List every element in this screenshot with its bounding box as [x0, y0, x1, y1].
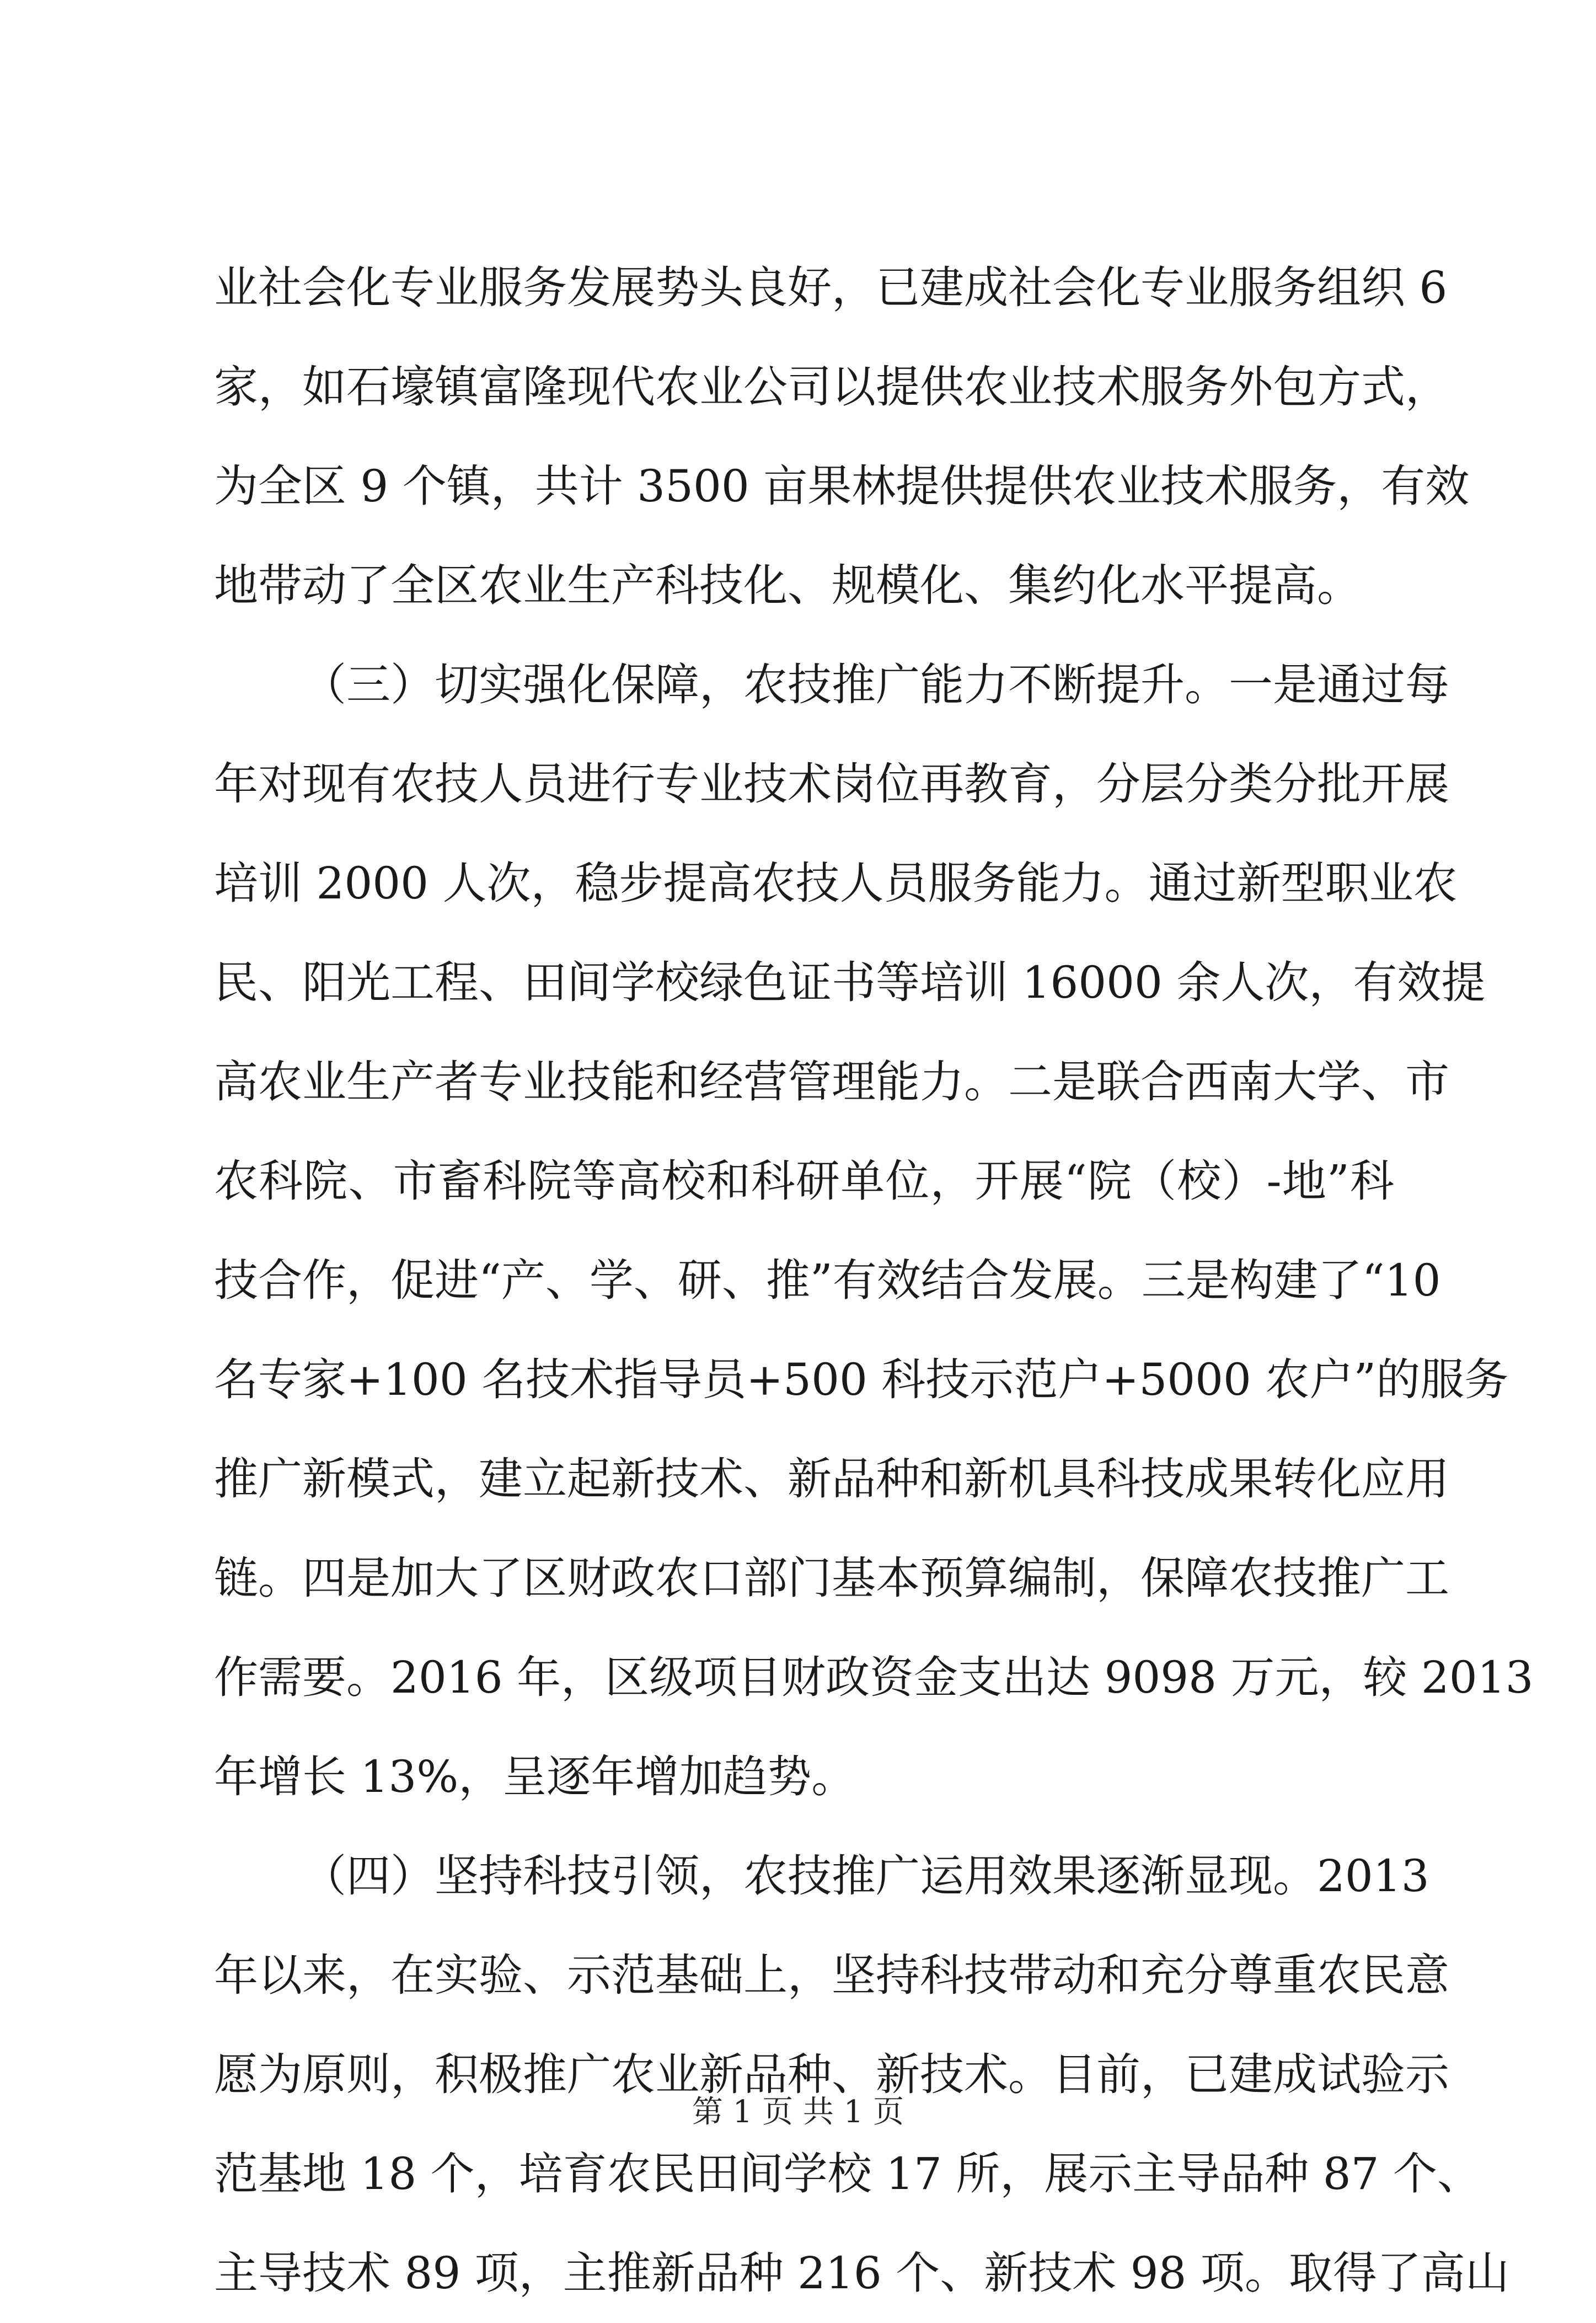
body-text — [214, 238, 1534, 2323]
paragraph-4-heading-line: （四）坚持科技引领，农技推广运用效果逐渐显现。2013 — [302, 1850, 1429, 1902]
text-line-16: 年增长 13%，呈逐年增加趋势。 — [214, 1751, 856, 1802]
text-line-18: 年以来，在实验、示范基础上，坚持科技带动和充分尊重农民意 — [214, 1950, 1449, 2001]
text-line-8: 民、阳光工程、田间学校绿色证书等培训 16000 余人次，有效提 — [214, 957, 1486, 1008]
text-line-9: 高农业生产者专业技能和经营管理能力。二是联合西南大学、市 — [214, 1056, 1449, 1107]
text-line-6: 年对现有农技人员进行专业技术岗位再教育，分层分类分批开展 — [214, 758, 1449, 810]
text-line-7: 培训 2000 人次，稳步提高农技人员服务能力。通过新型职业农 — [214, 858, 1458, 909]
text-line-11: 技合作，促进“产、学、研、推”有效结合发展。三是构建了“10 — [214, 1255, 1441, 1306]
text-line-3: 为全区 9 个镇，共计 3500 亩果林提供提供农业技术服务，有效 — [214, 461, 1470, 512]
text-line-15: 作需要。2016 年，区级项目财政资金支出达 9098 万元，较 2013 — [214, 1652, 1534, 1703]
text-line-1: 业社会化专业服务发展势头良好，已建成社会化专业服务组织 6 — [214, 262, 1448, 313]
text-line-20: 范基地 18 个，培育农民田间学校 17 所，展示主导品种 87 个、 — [214, 2148, 1481, 2199]
text-line-4: 地带动了全区农业生产科技化、规模化、集约化水平提高。 — [214, 560, 1361, 611]
text-line-21: 主导技术 89 项，主推新品种 216 个、新技术 98 项。取得了高山 — [214, 2247, 1509, 2299]
page-footer: 第 1 页 共 1 页 — [692, 2094, 904, 2130]
text-line-13: 推广新模式，建立起新技术、新品种和新机具科技成果转化应用 — [214, 1453, 1449, 1505]
text-line-2: 家，如石壕镇富隆现代农业公司以提供农业技术服务外包方式， — [214, 361, 1449, 413]
text-line-19: 愿为原则，积极推广农业新品种、新技术。目前，已建成试验示 — [214, 2049, 1449, 2100]
text-line-14: 链。四是加大了区财政农口部门基本预算编制，保障农技推广工 — [214, 1553, 1449, 1604]
text-line-12: 名专家+100 名技术指导员+500 科技示范户+5000 农户”的服务 — [214, 1354, 1509, 1405]
paragraph-3-heading-line: （三）切实强化保障，农技推广能力不断提升。一是通过每 — [302, 659, 1449, 710]
text-line-10: 农科院、市畜科院等高校和科研单位，开展“院（校）-地”科 — [214, 1155, 1394, 1207]
